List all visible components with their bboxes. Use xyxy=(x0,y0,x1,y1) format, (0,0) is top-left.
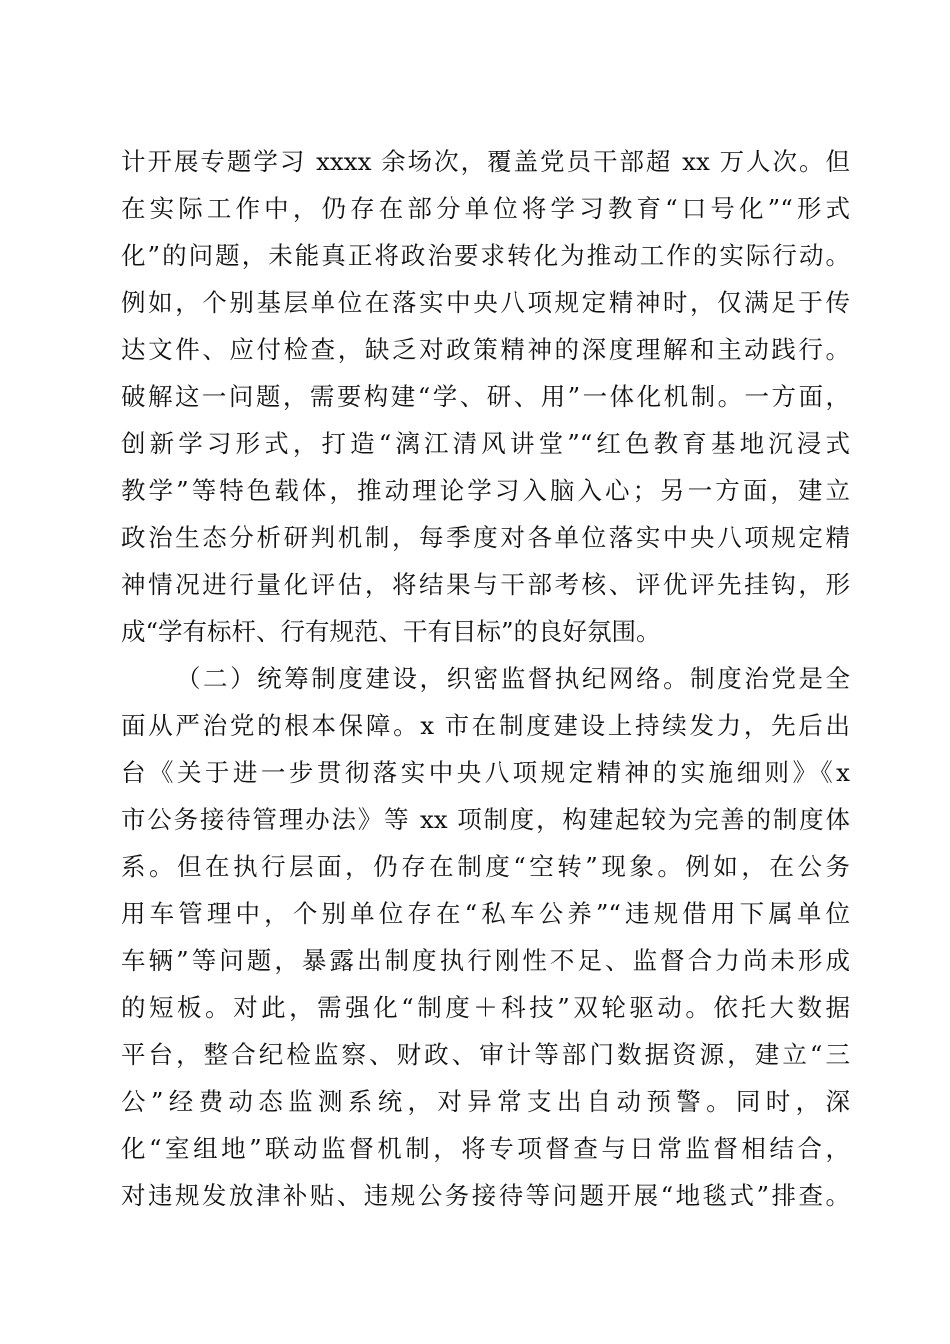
text-line-10: 神情况进行量化评估，将结果与干部考核、评优评先挂钩，形 xyxy=(121,570,850,599)
text-line-14: 台《关于进一步贯彻落实中央八项规定精神的实施细则》《x xyxy=(121,758,850,787)
text-line-18: 车辆”等问题，暴露出制度执行刚性不足、监督合力尚未形成 xyxy=(121,946,850,975)
text-line-3: 化”的问题，未能真正将政治要求转化为推动工作的实际行动。 xyxy=(121,241,850,270)
text-line-20: 平台，整合纪检监察、财政、审计等部门数据资源，建立“三 xyxy=(121,1040,850,1069)
text-line-9: 政治生态分析研判机制，每季度对各单位落实中央八项规定精 xyxy=(121,523,850,552)
section-heading-line: （二）统筹制度建设，织密监督执纪网络。制度治党是全 xyxy=(176,664,850,693)
text-line-4: 例如，个别基层单位在落实中央八项规定精神时，仅满足于传 xyxy=(121,288,850,317)
text-line-8: 教学”等特色载体，推动理论学习入脑入心；另一方面，建立 xyxy=(121,476,850,505)
text-line-19: 的短板。对此，需强化“制度＋科技”双轮驱动。依托大数据 xyxy=(121,993,850,1022)
text-line-7: 创新学习形式，打造“漓江清风讲堂”“红色教育基地沉浸式 xyxy=(121,429,850,458)
text-line-2: 在实际工作中，仍存在部分单位将学习教育“口号化”“形式 xyxy=(121,194,850,223)
text-line-16: 系。但在执行层面，仍存在制度“空转”现象。例如，在公务 xyxy=(121,852,850,881)
text-line-1: 计开展专题学习 xxxx 余场次，覆盖党员干部超 xx 万人次。但 xyxy=(121,147,850,176)
text-line-23: 对违规发放津补贴、违规公务接待等问题开展“地毯式”排查。 xyxy=(121,1181,850,1210)
text-line-21: 公”经费动态监测系统，对异常支出自动预警。同时，深 xyxy=(121,1087,850,1116)
text-line-13: 面从严治党的根本保障。x 市在制度建设上持续发力，先后出 xyxy=(121,711,850,740)
text-line-17: 用车管理中，个别单位存在“私车公养”“违规借用下属单位 xyxy=(121,899,850,928)
text-line-22: 化“室组地”联动监督机制，将专项督查与日常监督相结合， xyxy=(121,1134,850,1163)
text-line-6: 破解这一问题，需要构建“学、研、用”一体化机制。一方面， xyxy=(121,382,850,411)
text-line-15: 市公务接待管理办法》等 xx 项制度，构建起较为完善的制度体 xyxy=(121,805,850,834)
text-line-5: 达文件、应付检查，缺乏对政策精神的深度理解和主动践行。 xyxy=(121,335,850,364)
text-line-11: 成“学有标杆、行有规范、干有目标”的良好氛围。 xyxy=(121,617,661,646)
